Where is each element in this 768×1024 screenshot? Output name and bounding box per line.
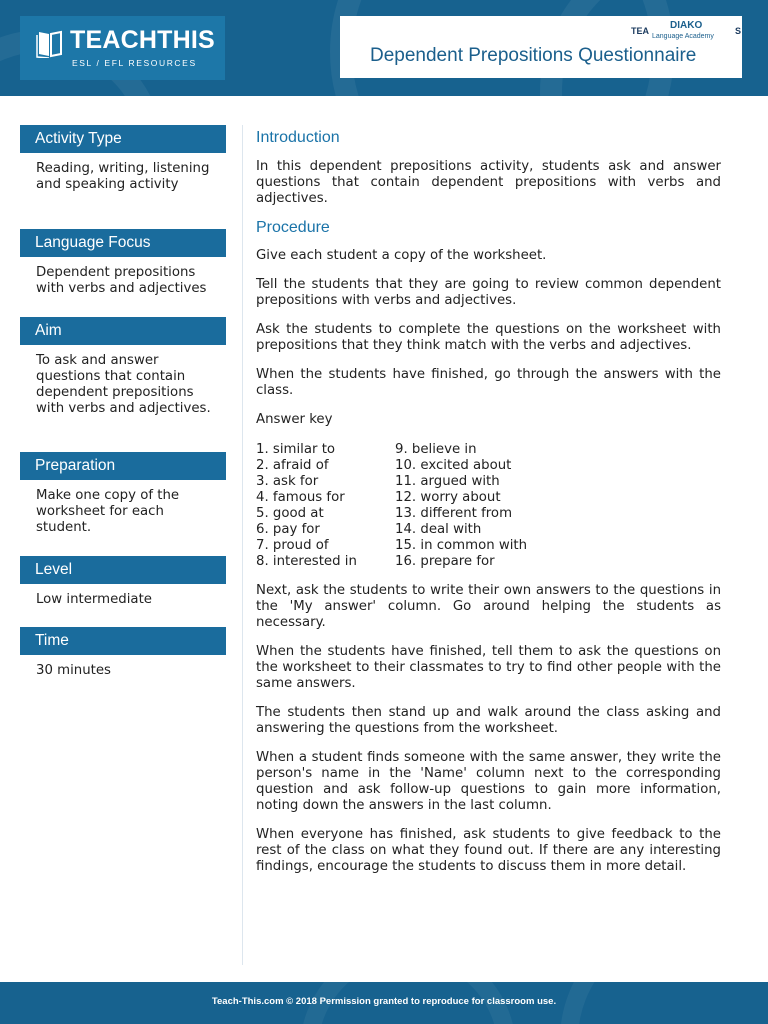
procedure-step: Next, ask the students to write their own answers to the questions in the 'My answer' column. Go around helping the students as necessary. [256,583,721,630]
answer-item: 4. famous for [256,490,345,505]
answer-item: 11. argued with [395,474,500,489]
answer-item: 3. ask for [256,474,319,489]
section-aim [20,317,226,452]
section-level [20,556,226,627]
answer-item: 5. good at [256,506,324,521]
section-activity-type [20,125,226,229]
section-heading: Aim [20,317,226,345]
answer-item: 13. different from [395,506,513,521]
answer-item: 14. deal with [395,522,482,537]
answer-item: 8. interested in [256,554,357,569]
sidebar [20,125,226,679]
answer-item: 1. similar to [256,442,336,457]
answer-item: 9. believe in [395,442,477,457]
answer-item: 7. proud of [256,538,329,553]
section-body: Make one copy of the worksheet for each student. [36,488,180,535]
teachthis-logo [20,16,225,80]
introduction-text: In this dependent prepositions activity, students ask and answer questions that contain dependent prepositions with verbs and adjectives. [256,159,721,206]
section-heading: Time [20,627,226,655]
page-footer [0,982,768,1024]
procedure-step: When everyone has finished, ask students to give feedback to the rest of the class on what they found out. If there are any interesting findings, encourage the students to discuss them in more detail. [256,827,721,874]
section-time [20,627,226,679]
introduction-heading: Introduction [256,129,340,146]
watermark-left: TEA [631,26,649,36]
procedure-step: When the students have finished, go through the answers with the class. [256,367,721,398]
section-body: Low intermediate [36,592,152,607]
procedure-step: When the students have finished, tell them to ask the questions on the worksheet to their classmates to try to find other people with the same answers. [256,644,721,691]
answer-key-list [256,442,721,570]
book-icon [36,28,64,58]
section-heading: Activity Type [20,125,226,153]
procedure-step: Ask the students to complete the questions on the worksheet with prepositions that they think match with the verbs and adjectives. [256,322,721,353]
answer-item: 2. afraid of [256,458,329,473]
watermark-sub: Language Academy [652,33,714,40]
answer-key-column-1 [256,442,395,570]
title-box [340,16,742,78]
procedure-step: The students then stand up and walk around the class asking and answering the questions from the worksheet. [256,705,721,736]
logo-subtitle: ESL / EFL RESOURCES [72,58,197,68]
watermark-brand: DIAKO [670,20,703,31]
watermark-right: S [735,26,742,36]
procedure-step: When a student finds someone with the same answer, they write the person's name in the 'Name' column next to the corresponding question and ask follow-up questions to gain more information, noting down the answers in the last column. [256,750,721,813]
section-heading: Language Focus [20,229,226,257]
section-body: To ask and answer questions that contain dependent prepositions with verbs and adjectives. [36,353,211,416]
section-language-focus [20,229,226,317]
copyright-text: Teach-This.com © 2018 Permission granted to reproduce for classroom use. [211,996,557,1007]
answer-item: 16. prepare for [395,554,495,569]
answer-item: 6. pay for [256,522,320,537]
procedure-heading: Procedure [256,219,330,236]
section-preparation [20,452,226,556]
procedure-step: Tell the students that they are going to review common dependent prepositions with verbs and adjectives. [256,277,721,308]
page-header [0,0,768,96]
section-heading: Level [20,556,226,584]
section-body: 30 minutes [36,663,111,678]
answer-key-label: Answer key [256,412,333,427]
answer-key-column-2 [395,442,555,570]
procedure-step: Give each student a copy of the worksheet. [256,248,547,263]
page-title: Dependent Prepositions Questionnaire [370,45,697,66]
answer-item: 15. in common with [395,538,528,553]
section-heading: Preparation [20,452,226,480]
answer-item: 10. excited about [395,458,512,473]
logo-text: TEACHTHIS [70,26,215,54]
section-body: Reading, writing, listening and speaking activity [36,161,210,192]
main-content [256,128,721,875]
column-divider [242,125,243,965]
answer-item: 12. worry about [395,490,501,505]
section-body: Dependent prepositions with verbs and adjectives [36,265,207,296]
